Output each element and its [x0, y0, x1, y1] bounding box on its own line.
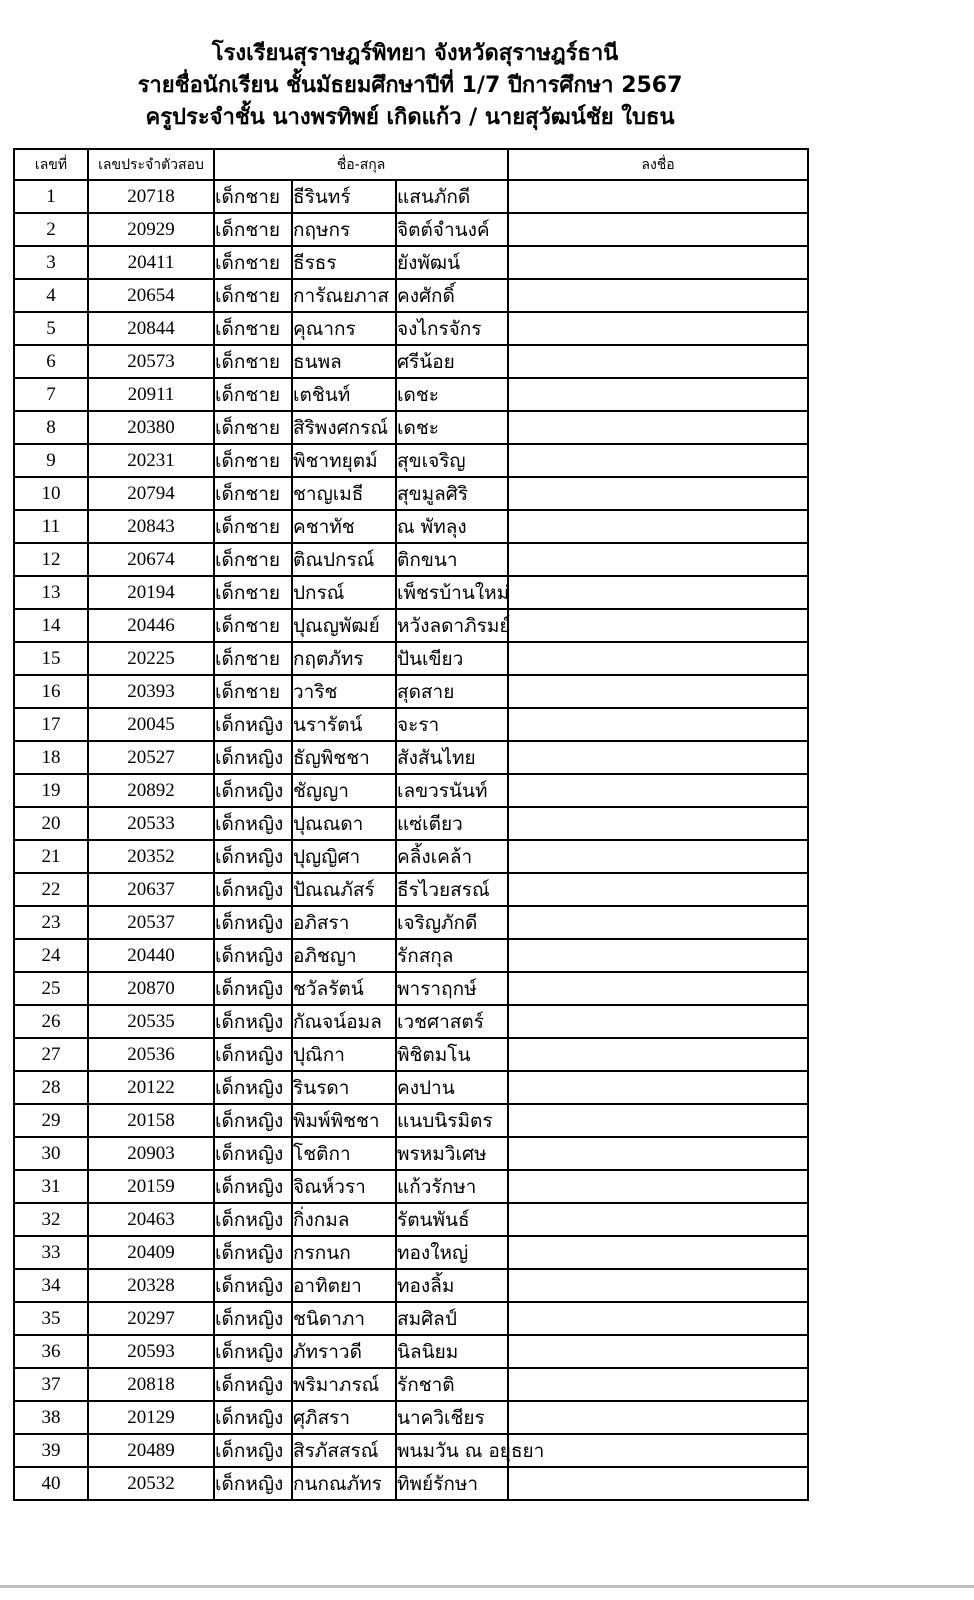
- row-student-id: 20532: [88, 1467, 214, 1500]
- row-name-prefix: เด็กหญิง: [214, 840, 292, 873]
- row-name-prefix: เด็กชาย: [214, 543, 292, 576]
- row-last-name: สุขมูลศิริ: [396, 477, 508, 510]
- row-student-id: 20533: [88, 807, 214, 840]
- row-number: 1: [14, 180, 88, 213]
- row-signature-cell: [508, 642, 808, 675]
- row-student-id: 20489: [88, 1434, 214, 1467]
- row-last-name: แสนภักดี: [396, 180, 508, 213]
- row-first-name: การัณยภาส: [292, 279, 396, 312]
- row-last-name: ทองลิ้ม: [396, 1269, 508, 1302]
- row-first-name: วาริช: [292, 675, 396, 708]
- row-name-prefix: เด็กชาย: [214, 444, 292, 477]
- table-row: [14, 1434, 808, 1467]
- row-first-name: จิณห์วรา: [292, 1170, 396, 1203]
- row-first-name: กิ่งกมล: [292, 1203, 396, 1236]
- table-row: [14, 1269, 808, 1302]
- row-name-prefix: เด็กหญิง: [214, 972, 292, 1005]
- row-signature-cell: [508, 807, 808, 840]
- row-signature-cell: [508, 741, 808, 774]
- row-signature-cell: [508, 873, 808, 906]
- row-student-id: 20393: [88, 675, 214, 708]
- row-first-name: กฤษกร: [292, 213, 396, 246]
- row-number: 34: [14, 1269, 88, 1302]
- row-name-prefix: เด็กชาย: [214, 609, 292, 642]
- row-student-id: 20122: [88, 1071, 214, 1104]
- table-row: [14, 609, 808, 642]
- row-first-name: ชัญญา: [292, 774, 396, 807]
- row-first-name: กนกณภัทร: [292, 1467, 396, 1500]
- row-name-prefix: เด็กชาย: [214, 378, 292, 411]
- row-first-name: ชาญเมธี: [292, 477, 396, 510]
- row-name-prefix: เด็กหญิง: [214, 1434, 292, 1467]
- table-row: [14, 378, 808, 411]
- table-row: [14, 972, 808, 1005]
- row-student-id: 20380: [88, 411, 214, 444]
- row-first-name: พิมพ์พิชชา: [292, 1104, 396, 1137]
- row-number: 7: [14, 378, 88, 411]
- row-student-id: 20637: [88, 873, 214, 906]
- row-student-id: 20463: [88, 1203, 214, 1236]
- row-number: 9: [14, 444, 88, 477]
- row-last-name: คงปาน: [396, 1071, 508, 1104]
- row-first-name: อภิสรา: [292, 906, 396, 939]
- row-first-name: ปกรณ์: [292, 576, 396, 609]
- row-name-prefix: เด็กหญิง: [214, 741, 292, 774]
- row-first-name: ธัญพิชชา: [292, 741, 396, 774]
- row-number: 39: [14, 1434, 88, 1467]
- row-first-name: ธีรินทร์: [292, 180, 396, 213]
- row-number: 37: [14, 1368, 88, 1401]
- table-row: [14, 642, 808, 675]
- row-last-name: ณ พัทลุง: [396, 510, 508, 543]
- row-first-name: อภิชญา: [292, 939, 396, 972]
- row-last-name: ทองใหญ่: [396, 1236, 508, 1269]
- row-first-name: รินรดา: [292, 1071, 396, 1104]
- row-number: 14: [14, 609, 88, 642]
- row-signature-cell: [508, 1104, 808, 1137]
- row-name-prefix: เด็กหญิง: [214, 939, 292, 972]
- row-last-name: ปันเขียว: [396, 642, 508, 675]
- row-signature-cell: [508, 1401, 808, 1434]
- row-student-id: 20045: [88, 708, 214, 741]
- row-student-id: 20411: [88, 246, 214, 279]
- row-first-name: ธีรธร: [292, 246, 396, 279]
- row-last-name: พิชิตมโน: [396, 1038, 508, 1071]
- row-name-prefix: เด็กหญิง: [214, 1368, 292, 1401]
- row-name-prefix: เด็กหญิง: [214, 1137, 292, 1170]
- row-first-name: ธนพล: [292, 345, 396, 378]
- student-roster-table: [13, 148, 809, 1501]
- row-last-name: เลขวรนันท์: [396, 774, 508, 807]
- row-last-name: จะรา: [396, 708, 508, 741]
- row-first-name: ศุภิสรา: [292, 1401, 396, 1434]
- row-student-id: 20537: [88, 906, 214, 939]
- row-signature-cell: [508, 1269, 808, 1302]
- row-first-name: ปุญญิศา: [292, 840, 396, 873]
- row-student-id: 20527: [88, 741, 214, 774]
- row-first-name: โชติกา: [292, 1137, 396, 1170]
- row-signature-cell: [508, 378, 808, 411]
- row-student-id: 20328: [88, 1269, 214, 1302]
- row-name-prefix: เด็กหญิง: [214, 1104, 292, 1137]
- row-signature-cell: [508, 1038, 808, 1071]
- row-last-name: ธีรไวยสรณ์: [396, 873, 508, 906]
- row-signature-cell: [508, 1368, 808, 1401]
- row-first-name: ติณปกรณ์: [292, 543, 396, 576]
- table-row: [14, 708, 808, 741]
- row-number: 36: [14, 1335, 88, 1368]
- row-signature-cell: [508, 774, 808, 807]
- row-number: 30: [14, 1137, 88, 1170]
- table-row: [14, 510, 808, 543]
- row-number: 2: [14, 213, 88, 246]
- row-number: 27: [14, 1038, 88, 1071]
- row-number: 3: [14, 246, 88, 279]
- table-row: [14, 906, 808, 939]
- table-row: [14, 543, 808, 576]
- row-student-id: 20573: [88, 345, 214, 378]
- row-student-id: 20870: [88, 972, 214, 1005]
- row-first-name: คุณากร: [292, 312, 396, 345]
- table-row: [14, 1038, 808, 1071]
- row-signature-cell: [508, 543, 808, 576]
- row-last-name: เดชะ: [396, 378, 508, 411]
- row-student-id: 20194: [88, 576, 214, 609]
- row-number: 11: [14, 510, 88, 543]
- row-first-name: พริมาภรณ์: [292, 1368, 396, 1401]
- table-row: [14, 312, 808, 345]
- column-header-signature: ลงชื่อ: [508, 149, 808, 180]
- row-last-name: เดชะ: [396, 411, 508, 444]
- table-row: [14, 774, 808, 807]
- row-last-name: เวชศาสตร์: [396, 1005, 508, 1038]
- row-number: 26: [14, 1005, 88, 1038]
- table-row: [14, 576, 808, 609]
- row-first-name: กัณจน์อมล: [292, 1005, 396, 1038]
- row-number: 19: [14, 774, 88, 807]
- table-row: [14, 279, 808, 312]
- row-last-name: นิลนิยม: [396, 1335, 508, 1368]
- row-signature-cell: [508, 576, 808, 609]
- row-number: 28: [14, 1071, 88, 1104]
- table-row: [14, 1137, 808, 1170]
- table-row: [14, 1302, 808, 1335]
- row-signature-cell: [508, 972, 808, 1005]
- page-bottom-rule: [0, 1585, 974, 1588]
- row-name-prefix: เด็กชาย: [214, 312, 292, 345]
- row-name-prefix: เด็กชาย: [214, 477, 292, 510]
- table-row: [14, 1236, 808, 1269]
- row-number: 35: [14, 1302, 88, 1335]
- row-signature-cell: [508, 906, 808, 939]
- row-last-name: แก้วรักษา: [396, 1170, 508, 1203]
- row-signature-cell: [508, 708, 808, 741]
- row-first-name: สิรภัสสรณ์: [292, 1434, 396, 1467]
- row-last-name: รัตนพันธ์: [396, 1203, 508, 1236]
- row-name-prefix: เด็กชาย: [214, 411, 292, 444]
- row-signature-cell: [508, 840, 808, 873]
- row-number: 20: [14, 807, 88, 840]
- table-row: [14, 939, 808, 972]
- table-row: [14, 1071, 808, 1104]
- column-header-number: เลขที่: [14, 149, 88, 180]
- row-last-name: ติกขนา: [396, 543, 508, 576]
- row-name-prefix: เด็กหญิง: [214, 1170, 292, 1203]
- row-name-prefix: เด็กหญิง: [214, 1467, 292, 1500]
- row-last-name: จิตต์จำนงค์: [396, 213, 508, 246]
- row-student-id: 20718: [88, 180, 214, 213]
- row-signature-cell: [508, 444, 808, 477]
- row-name-prefix: เด็กหญิง: [214, 1335, 292, 1368]
- table-row: [14, 444, 808, 477]
- row-student-id: 20231: [88, 444, 214, 477]
- row-number: 16: [14, 675, 88, 708]
- row-signature-cell: [508, 1434, 808, 1467]
- row-number: 38: [14, 1401, 88, 1434]
- row-last-name: รักชาติ: [396, 1368, 508, 1401]
- row-signature-cell: [508, 1071, 808, 1104]
- row-student-id: 20794: [88, 477, 214, 510]
- row-name-prefix: เด็กหญิง: [214, 1269, 292, 1302]
- row-first-name: สิริพงศกรณ์: [292, 411, 396, 444]
- table-header-row: [14, 149, 808, 180]
- row-signature-cell: [508, 1467, 808, 1500]
- row-first-name: ปุณิกา: [292, 1038, 396, 1071]
- row-first-name: เตชินท์: [292, 378, 396, 411]
- row-student-id: 20159: [88, 1170, 214, 1203]
- row-signature-cell: [508, 1170, 808, 1203]
- row-last-name: นาควิเชียร: [396, 1401, 508, 1434]
- table-row: [14, 741, 808, 774]
- row-signature-cell: [508, 1203, 808, 1236]
- row-number: 18: [14, 741, 88, 774]
- row-student-id: 20818: [88, 1368, 214, 1401]
- school-title: โรงเรียนสุราษฎร์พิทยา จังหวัดสุราษฎร์ธานี: [211, 41, 619, 66]
- row-last-name: คลิ้งเคล้า: [396, 840, 508, 873]
- row-name-prefix: เด็กชาย: [214, 180, 292, 213]
- row-name-prefix: เด็กหญิง: [214, 906, 292, 939]
- row-student-id: 20352: [88, 840, 214, 873]
- row-signature-cell: [508, 1335, 808, 1368]
- row-student-id: 20674: [88, 543, 214, 576]
- table-row: [14, 807, 808, 840]
- row-student-id: 20929: [88, 213, 214, 246]
- row-student-id: 20297: [88, 1302, 214, 1335]
- row-student-id: 20892: [88, 774, 214, 807]
- row-last-name: สุขเจริญ: [396, 444, 508, 477]
- table-row: [14, 246, 808, 279]
- row-first-name: คชาทัช: [292, 510, 396, 543]
- row-name-prefix: เด็กหญิง: [214, 774, 292, 807]
- table-row: [14, 1401, 808, 1434]
- row-signature-cell: [508, 411, 808, 444]
- row-last-name: เพ็ชรบ้านใหม่: [396, 576, 508, 609]
- row-signature-cell: [508, 180, 808, 213]
- row-last-name: คงศักดิ์: [396, 279, 508, 312]
- table-row: [14, 675, 808, 708]
- row-first-name: ชวัลรัตน์: [292, 972, 396, 1005]
- row-last-name: พาราฤกษ์: [396, 972, 508, 1005]
- row-name-prefix: เด็กชาย: [214, 213, 292, 246]
- row-name-prefix: เด็กหญิง: [214, 807, 292, 840]
- row-number: 13: [14, 576, 88, 609]
- row-last-name: พรหมวิเศษ: [396, 1137, 508, 1170]
- row-signature-cell: [508, 1236, 808, 1269]
- row-first-name: กฤตภัทร: [292, 642, 396, 675]
- row-number: 10: [14, 477, 88, 510]
- row-number: 15: [14, 642, 88, 675]
- column-header-student-id: เลขประจำตัวสอบ: [88, 149, 214, 180]
- row-name-prefix: เด็กชาย: [214, 279, 292, 312]
- row-signature-cell: [508, 477, 808, 510]
- row-number: 4: [14, 279, 88, 312]
- row-signature-cell: [508, 510, 808, 543]
- row-name-prefix: เด็กหญิง: [214, 1071, 292, 1104]
- row-signature-cell: [508, 312, 808, 345]
- row-number: 12: [14, 543, 88, 576]
- row-number: 40: [14, 1467, 88, 1500]
- roster-title: รายชื่อนักเรียน ชั้นมัธยมศึกษาปีที่ 1/7 ปีการศึกษา 2567: [137, 73, 683, 98]
- row-student-id: 20225: [88, 642, 214, 675]
- row-name-prefix: เด็กหญิง: [214, 1401, 292, 1434]
- row-number: 31: [14, 1170, 88, 1203]
- row-number: 17: [14, 708, 88, 741]
- table-row: [14, 840, 808, 873]
- row-last-name: แซ่เตียว: [396, 807, 508, 840]
- row-number: 23: [14, 906, 88, 939]
- row-signature-cell: [508, 1005, 808, 1038]
- row-first-name: พิชาทยุตม์: [292, 444, 396, 477]
- row-first-name: ภัทราวดี: [292, 1335, 396, 1368]
- row-first-name: กรกนก: [292, 1236, 396, 1269]
- row-signature-cell: [508, 675, 808, 708]
- table-row: [14, 1203, 808, 1236]
- row-number: 6: [14, 345, 88, 378]
- table-row: [14, 1335, 808, 1368]
- row-signature-cell: [508, 345, 808, 378]
- table-row: [14, 180, 808, 213]
- row-signature-cell: [508, 246, 808, 279]
- row-student-id: 20844: [88, 312, 214, 345]
- row-number: 32: [14, 1203, 88, 1236]
- row-name-prefix: เด็กหญิง: [214, 1005, 292, 1038]
- row-last-name: รักสกุล: [396, 939, 508, 972]
- row-last-name: จงไกรจักร: [396, 312, 508, 345]
- row-name-prefix: เด็กชาย: [214, 642, 292, 675]
- row-student-id: 20536: [88, 1038, 214, 1071]
- row-last-name: เจริญภักดี: [396, 906, 508, 939]
- table-row: [14, 1368, 808, 1401]
- row-last-name: แนบนิรมิตร: [396, 1104, 508, 1137]
- row-signature-cell: [508, 939, 808, 972]
- row-student-id: 20129: [88, 1401, 214, 1434]
- row-first-name: ปุณญพัฒย์: [292, 609, 396, 642]
- row-first-name: ปัณณภัสร์: [292, 873, 396, 906]
- row-student-id: 20446: [88, 609, 214, 642]
- table-row: [14, 213, 808, 246]
- table-row: [14, 873, 808, 906]
- row-student-id: 20654: [88, 279, 214, 312]
- row-first-name: นรารัตน์: [292, 708, 396, 741]
- row-number: 21: [14, 840, 88, 873]
- homeroom-teachers: ครูประจำชั้น นางพรทิพย์ เกิดแก้ว / นายสุวัฒน์ชัย ใบธน: [145, 105, 675, 130]
- row-last-name: พนมวัน ณ อยุธยา: [396, 1434, 508, 1467]
- row-first-name: ชนิดาภา: [292, 1302, 396, 1335]
- table-row: [14, 477, 808, 510]
- row-last-name: สังสันไทย: [396, 741, 508, 774]
- row-number: 5: [14, 312, 88, 345]
- row-name-prefix: เด็กชาย: [214, 576, 292, 609]
- row-student-id: 20535: [88, 1005, 214, 1038]
- row-number: 29: [14, 1104, 88, 1137]
- row-name-prefix: เด็กชาย: [214, 345, 292, 378]
- row-last-name: หวังลดาภิรมย์: [396, 609, 508, 642]
- row-student-id: 20158: [88, 1104, 214, 1137]
- row-signature-cell: [508, 1137, 808, 1170]
- table-row: [14, 1104, 808, 1137]
- row-last-name: สมศิลป์: [396, 1302, 508, 1335]
- row-number: 24: [14, 939, 88, 972]
- row-name-prefix: เด็กชาย: [214, 675, 292, 708]
- row-first-name: อาทิตยา: [292, 1269, 396, 1302]
- row-signature-cell: [508, 609, 808, 642]
- row-name-prefix: เด็กหญิง: [214, 1038, 292, 1071]
- row-number: 22: [14, 873, 88, 906]
- row-name-prefix: เด็กหญิง: [214, 873, 292, 906]
- table-row: [14, 345, 808, 378]
- row-name-prefix: เด็กหญิง: [214, 708, 292, 741]
- row-last-name: สุดสาย: [396, 675, 508, 708]
- row-student-id: 20843: [88, 510, 214, 543]
- row-name-prefix: เด็กชาย: [214, 510, 292, 543]
- row-student-id: 20903: [88, 1137, 214, 1170]
- row-student-id: 20593: [88, 1335, 214, 1368]
- column-header-name: ชื่อ-สกุล: [214, 149, 508, 180]
- row-name-prefix: เด็กหญิง: [214, 1302, 292, 1335]
- table-row: [14, 1170, 808, 1203]
- row-last-name: ศรีน้อย: [396, 345, 508, 378]
- row-number: 33: [14, 1236, 88, 1269]
- row-last-name: ทิพย์รักษา: [396, 1467, 508, 1500]
- table-row: [14, 411, 808, 444]
- row-signature-cell: [508, 279, 808, 312]
- row-first-name: ปุณณดา: [292, 807, 396, 840]
- document-header: [0, 38, 820, 134]
- row-name-prefix: เด็กหญิง: [214, 1203, 292, 1236]
- row-number: 8: [14, 411, 88, 444]
- row-student-id: 20440: [88, 939, 214, 972]
- row-last-name: ยังพัฒน์: [396, 246, 508, 279]
- row-number: 25: [14, 972, 88, 1005]
- row-name-prefix: เด็กชาย: [214, 246, 292, 279]
- table-row: [14, 1005, 808, 1038]
- row-name-prefix: เด็กหญิง: [214, 1236, 292, 1269]
- table-row: [14, 1467, 808, 1500]
- row-student-id: 20911: [88, 378, 214, 411]
- row-signature-cell: [508, 213, 808, 246]
- row-student-id: 20409: [88, 1236, 214, 1269]
- row-signature-cell: [508, 1302, 808, 1335]
